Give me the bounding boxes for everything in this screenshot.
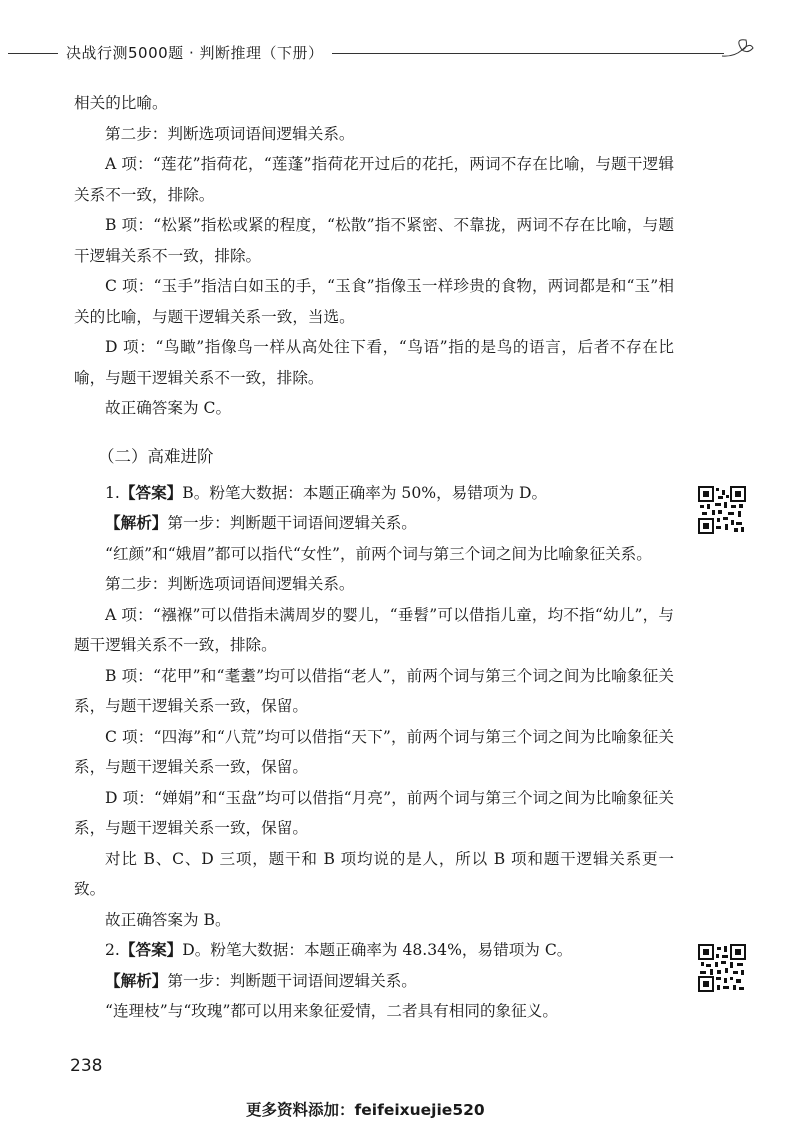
page-header <box>0 36 800 66</box>
paragraph: C 项：“四海”和“八荒”均可以借指“天下”，前两个词与第三个词之间为比喻象征关系，与题干逻辑关系一致，保留。 <box>74 727 674 776</box>
paragraph: B 项：“花甲”和“耄耋”均可以借指“老人”，前两个词与第三个词之间为比喻象征关系，与题干逻辑关系一致，保留。 <box>74 666 674 715</box>
sprout-icon <box>720 36 754 62</box>
q2-analysis-line <box>74 966 674 997</box>
paragraph: “红颜”和“娥眉”都可以指代“女性”，前两个词与第三个词之间为比喻象征关系。 <box>105 544 652 563</box>
answer-label: 【答案】 <box>119 941 183 959</box>
footer-note: 更多资料添加：feifeixuejie520 <box>246 1101 485 1119</box>
paragraph: 对比 B、C、D 三项，题干和 B 项均说的是人，所以 B 项和题干逻辑关系更一致。 <box>74 849 674 898</box>
qr-code-icon[interactable] <box>698 486 746 534</box>
paragraph: D 项：“婵娟”和“玉盘”均可以借指“月亮”，前两个词与第三个词之间为比喻象征关系，与题干逻辑关系一致，保留。 <box>74 788 674 837</box>
paragraph: 第二步：判断选项词语间逻辑关系。 <box>105 124 355 143</box>
page-content <box>74 88 674 1027</box>
q1-number: 1. <box>105 483 120 502</box>
header-rule-right <box>332 53 724 54</box>
paragraph: 故正确答案为 C。 <box>105 399 232 417</box>
q2-analysis-text: 第一步：判断题干词语间逻辑关系。 <box>167 971 417 990</box>
header-rule-left <box>8 53 58 54</box>
page-number: 238 <box>70 1056 103 1076</box>
paragraph: B 项：“松紧”指松或紧的程度，“松散”指不紧密、不靠拢，两词不存在比喻，与题干逻辑关系不一致，排除。 <box>74 216 674 265</box>
paragraph: 相关的比喻。 <box>74 94 168 112</box>
q1-analysis-line <box>74 508 674 539</box>
q1-answer-line <box>74 478 674 509</box>
paragraph: 故正确答案为 B。 <box>105 910 231 929</box>
q1-analysis-text: 第一步：判断题干词语间逻辑关系。 <box>167 514 417 532</box>
paragraph: D 项：“鸟瞰”指像鸟一样从高处往下看，“鸟语”指的是鸟的语言，后者不存在比喻，与题干逻辑关系不一致，排除。 <box>74 338 674 387</box>
q2-answer-line <box>74 935 674 966</box>
paragraph: A 项：“襁褓”可以借指未满周岁的婴儿，“垂髫”可以借指儿童，均不指“幼儿”，与题干逻辑关系不一致，排除。 <box>74 605 674 654</box>
qr-code-icon[interactable] <box>698 944 746 992</box>
q2-answer-text: D。粉笔大数据：本题正确率为 48.34%，易错项为 C。 <box>182 941 573 959</box>
analysis-label: 【解析】 <box>105 514 168 532</box>
paragraph: A 项：“莲花”指荷花，“莲蓬”指荷花开过后的花托，两词不存在比喻，与题干逻辑关系不一致，排除。 <box>74 155 674 204</box>
book-title: 决战行测5000题 · 判断推理（下册） <box>66 44 324 62</box>
analysis-label: 【解析】 <box>105 971 168 990</box>
paragraph: 第二步：判断选项词语间逻辑关系。 <box>105 575 355 593</box>
section-title: （二）高难进阶 <box>98 446 214 466</box>
answer-label: 【答案】 <box>119 483 183 502</box>
q2-number: 2. <box>105 941 120 959</box>
paragraph: C 项：“玉手”指洁白如玉的手，“玉食”指像玉一样珍贵的食物，两词都是和“玉”相关的比喻，与题干逻辑关系一致，当选。 <box>74 277 674 326</box>
q1-answer-text: B。粉笔大数据：本题正确率为 50%，易错项为 D。 <box>182 483 548 502</box>
paragraph: “连理枝”与“玫瑰”都可以用来象征爱情，二者具有相同的象征义。 <box>105 1002 558 1020</box>
